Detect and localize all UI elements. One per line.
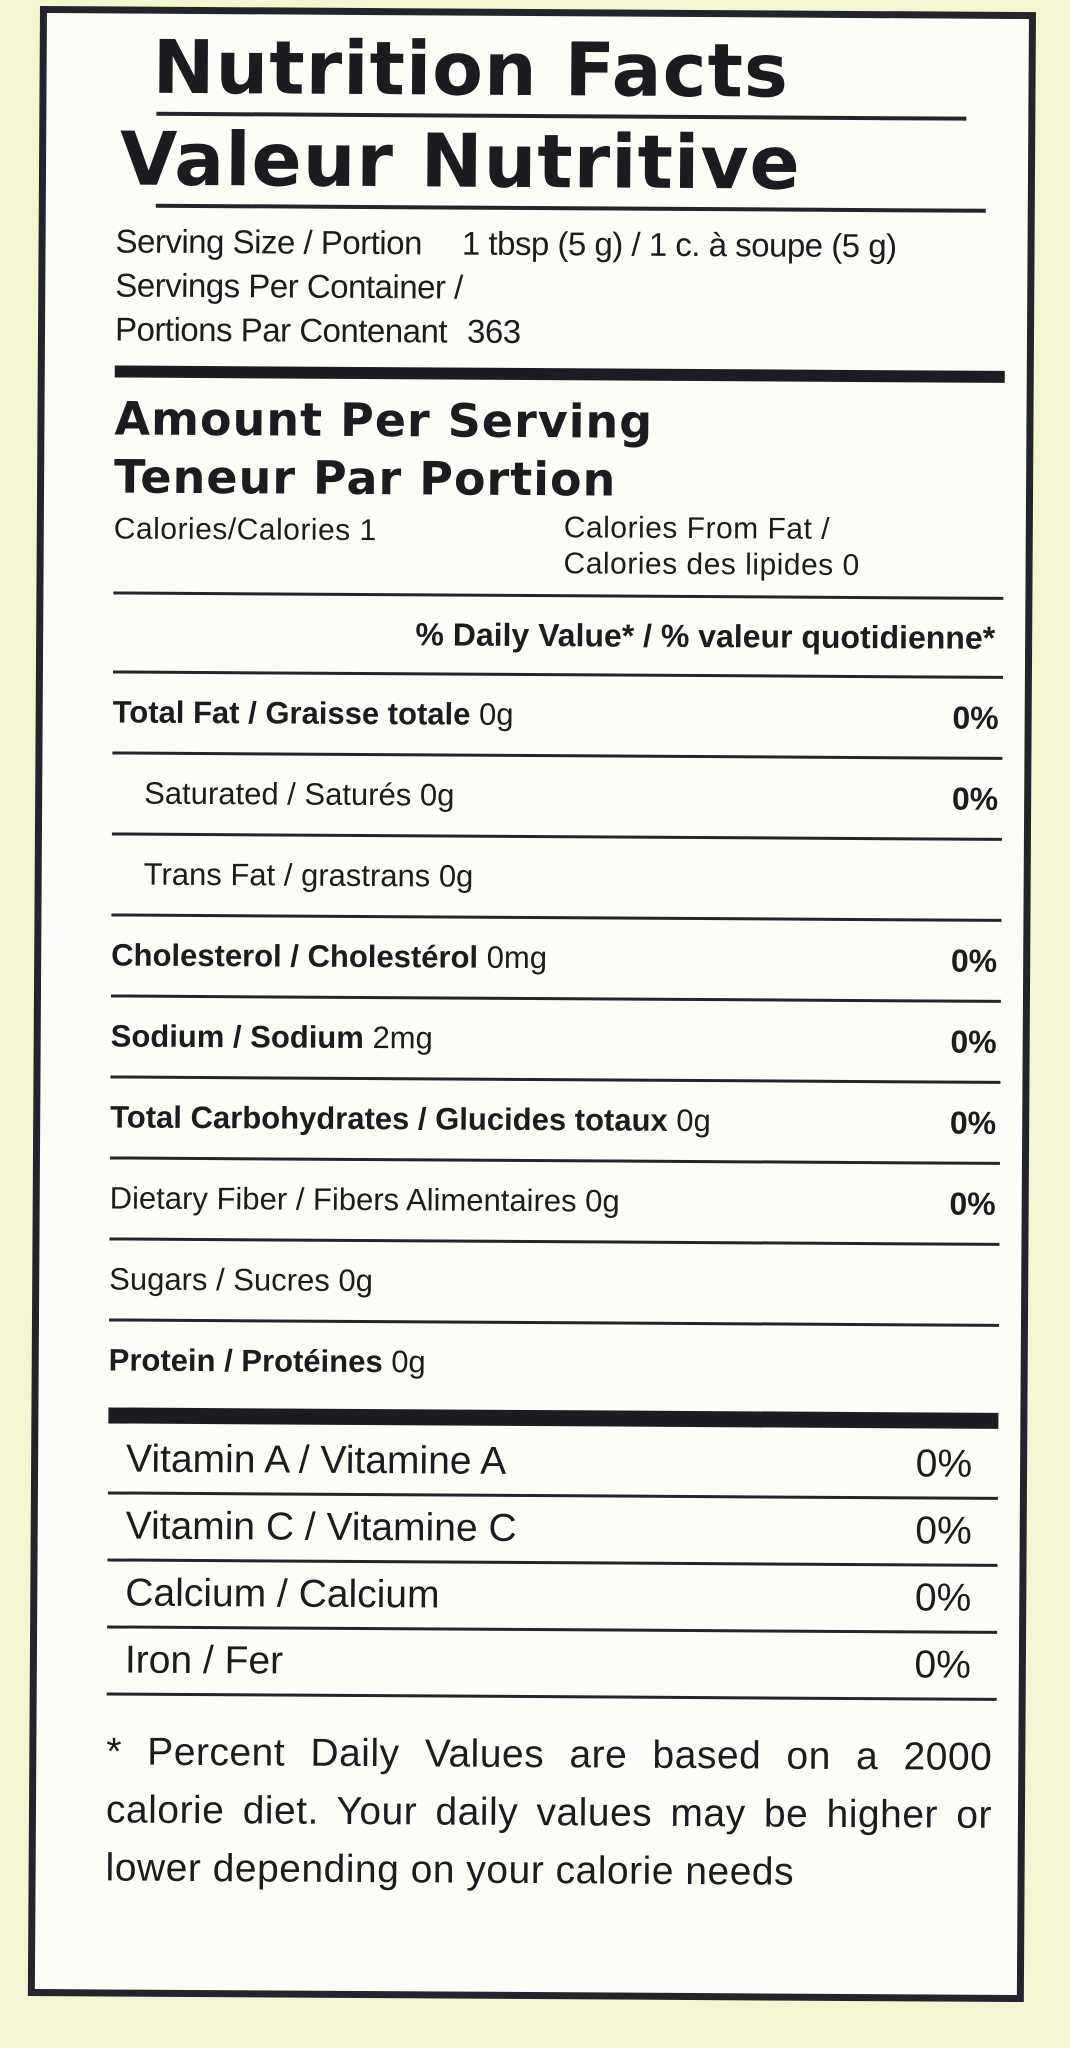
nutrient-amount: 0g xyxy=(391,1344,426,1380)
nutrient-percent: 0% xyxy=(950,942,998,979)
calories-row xyxy=(113,507,1003,584)
divider-thick xyxy=(108,1407,998,1428)
nutrient-row-carbohydrates xyxy=(110,1078,1000,1164)
nutrient-amount: 0mg xyxy=(486,939,548,976)
vitamin-label: Calcium / Calcium xyxy=(125,1571,440,1617)
serving-size-label: Serving Size / Portion xyxy=(115,222,423,262)
calories-from-fat xyxy=(563,510,1003,585)
nutrient-row-dietary-fiber xyxy=(109,1159,999,1245)
divider-thick xyxy=(115,365,1005,382)
nutrient-label: Total Fat / Graisse totale xyxy=(112,694,471,732)
nutrient-label: Protein / Protéines xyxy=(108,1342,383,1380)
nutrient-row-cholesterol xyxy=(111,916,1001,1002)
calories-from-fat-line1: Calories From Fat / xyxy=(563,511,831,546)
title-french: Valeur Nutritive xyxy=(119,116,801,207)
calories-label: Calories/Calories 1 xyxy=(113,512,377,548)
nutrient-table xyxy=(108,673,1002,1404)
vitamin-label: Vitamin C / Vitamine C xyxy=(125,1504,517,1550)
vitamin-row-iron xyxy=(107,1628,997,1700)
servings-per-container-value: 363 xyxy=(466,312,521,350)
nutrient-amount: 0g xyxy=(338,1262,373,1299)
nutrient-amount: 0g xyxy=(419,777,455,813)
nutrient-label: Dietary Fiber / Fibers Alimentaires xyxy=(109,1180,577,1219)
nutrient-label: Sodium / Sodium xyxy=(110,1018,364,1055)
nutrient-row-sugars xyxy=(109,1240,999,1326)
nutrient-label: Sugars / Sucres xyxy=(109,1261,330,1298)
portions-par-contenant-label: Portions Par Contenant xyxy=(114,310,448,350)
vitamin-label: Vitamin A / Vitamine A xyxy=(125,1437,507,1483)
nutrient-percent: 0% xyxy=(952,699,999,736)
nutrient-row-saturated xyxy=(112,754,1002,840)
teneur-par-portion: Teneur Par Portion xyxy=(113,449,617,507)
daily-value-header: % Daily Value* / % valeur quotidienne* xyxy=(415,616,996,656)
vitamin-row-c xyxy=(107,1494,997,1566)
title-english: Nutrition Facts xyxy=(152,24,790,115)
nutrient-label: Saturated / Saturés xyxy=(144,775,412,813)
nutrient-amount: 0g xyxy=(478,696,514,732)
vitamin-row-calcium xyxy=(107,1561,997,1633)
vitamin-percent: 0% xyxy=(915,1442,973,1486)
nutrient-row-trans-fat xyxy=(111,835,1001,921)
nutrient-amount: 0g xyxy=(676,1102,711,1139)
nutrient-label: Total Carbohydrates / Glucides totaux xyxy=(110,1099,668,1138)
nutrient-row-total-fat xyxy=(112,673,1002,759)
nutrient-percent: 0% xyxy=(950,1023,997,1060)
servings-per-container-label: Servings Per Container / xyxy=(115,266,463,306)
vitamin-row-a xyxy=(108,1427,998,1499)
nutrient-label: Cholesterol / Cholestérol xyxy=(111,937,479,975)
nutrient-percent: 0% xyxy=(949,1185,996,1222)
vitamin-label: Iron / Fer xyxy=(124,1638,284,1683)
nutrient-amount: 0g xyxy=(438,858,474,894)
calories-from-fat-line2: Calories des lipides 0 xyxy=(563,547,860,583)
nutrition-label xyxy=(28,6,1036,2002)
nutrient-percent: 0% xyxy=(949,1104,997,1141)
vitamin-percent: 0% xyxy=(914,1643,972,1687)
vitamin-percent: 0% xyxy=(915,1509,972,1553)
nutrient-amount: 2mg xyxy=(372,1020,433,1056)
amount-per-serving: Amount Per Serving xyxy=(114,391,654,449)
footnote: * Percent Daily Values are based on a 2000 calorie diet. Your daily values may be higher or lower depending on your calorie needs xyxy=(105,1730,993,1894)
nutrient-row-protein xyxy=(108,1321,998,1404)
nutrient-label: Trans Fat / grastrans xyxy=(143,856,431,894)
serving-info xyxy=(115,219,1006,356)
nutrient-percent: 0% xyxy=(951,780,999,817)
vitamin-percent: 0% xyxy=(914,1576,972,1620)
nutrient-amount: 0g xyxy=(585,1183,620,1219)
vitamin-table xyxy=(107,1427,999,1700)
serving-size-value: 1 tbsp (5 g) / 1 c. à soupe (5 g) xyxy=(461,224,897,265)
nutrient-row-sodium xyxy=(110,997,1000,1083)
